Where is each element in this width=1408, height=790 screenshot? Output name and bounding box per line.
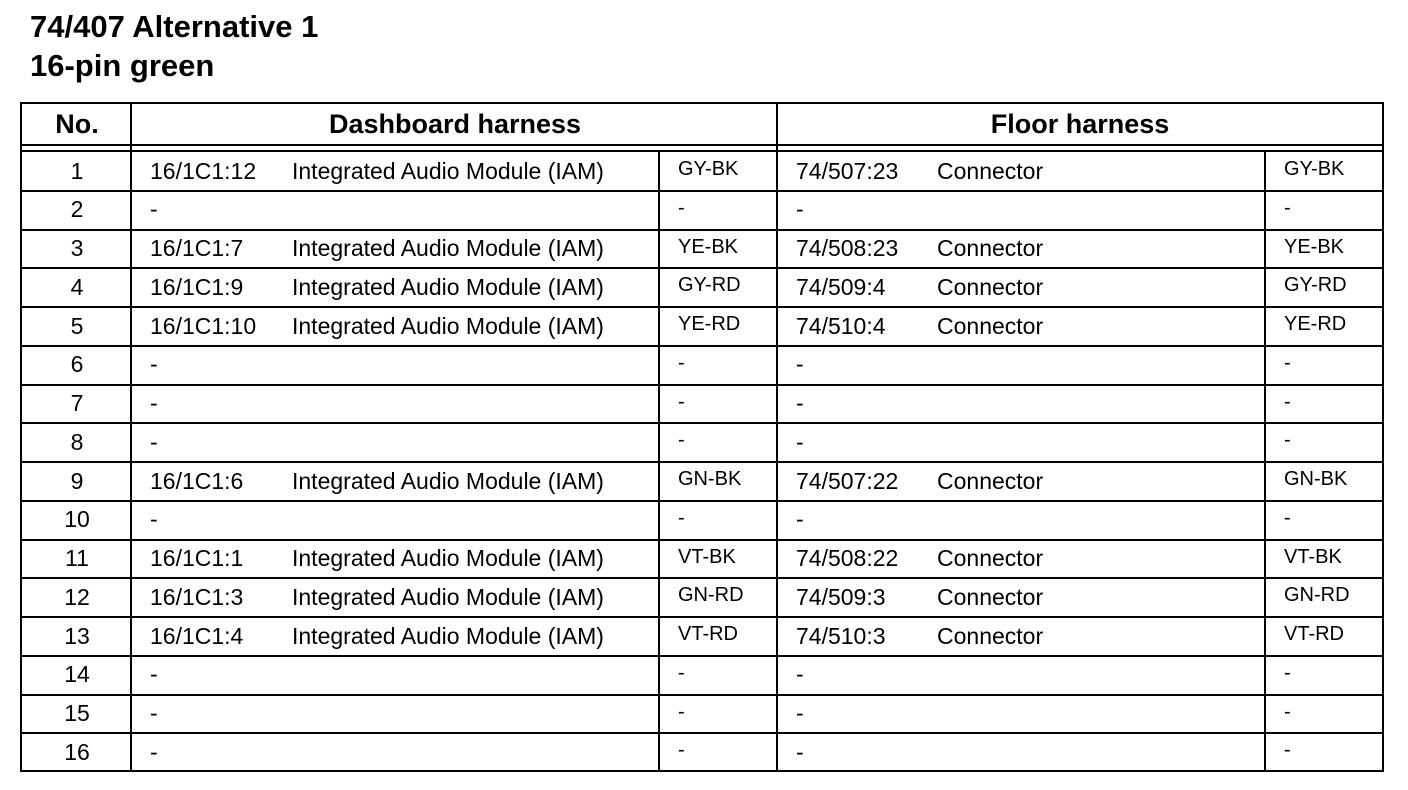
row-divider xyxy=(22,694,1382,696)
dashboard-wire-color: VT-BK xyxy=(678,545,736,568)
dashboard-connector: 16/1C1:9 xyxy=(150,273,244,300)
floor-wire-color: - xyxy=(1284,429,1291,452)
floor-connector: - xyxy=(796,351,804,378)
floor-connector: 74/507:23 xyxy=(796,157,899,184)
pin-number: 1 xyxy=(70,157,84,184)
table-row xyxy=(22,191,1382,229)
row-divider xyxy=(22,539,1382,541)
floor-wire-color: GN-BK xyxy=(1284,468,1348,490)
dashboard-wire-color: - xyxy=(678,429,685,452)
dashboard-connector: - xyxy=(150,351,158,378)
dashboard-wire-color: - xyxy=(678,390,685,413)
dashboard-description: Integrated Audio Module (IAM) xyxy=(292,273,604,300)
pin-number: 12 xyxy=(64,583,90,610)
pin-number: 2 xyxy=(70,196,84,223)
floor-connector: - xyxy=(796,700,804,726)
floor-connector: - xyxy=(796,506,804,533)
pin-number: 10 xyxy=(64,506,90,533)
floor-connector: - xyxy=(796,738,804,765)
floor-wire-color: - xyxy=(1284,661,1291,684)
table-row xyxy=(22,617,1382,655)
pin-number: 9 xyxy=(70,467,84,494)
dashboard-connector: 16/1C1:4 xyxy=(150,622,244,649)
table-row xyxy=(22,385,1382,423)
pin-number: 16 xyxy=(64,738,90,765)
floor-connector: 74/508:23 xyxy=(796,235,899,261)
dashboard-wire-color: VT-RD xyxy=(678,623,738,645)
document-subtitle: 16-pin green xyxy=(30,48,215,83)
dashboard-description: Integrated Audio Module (IAM) xyxy=(292,235,604,261)
floor-wire-color: - xyxy=(1284,196,1291,219)
dashboard-wire-color: - xyxy=(678,661,685,684)
floor-wire-color: - xyxy=(1284,739,1291,762)
table-row xyxy=(22,501,1382,539)
dashboard-wire-color: GN-BK xyxy=(678,468,742,490)
table-row xyxy=(22,230,1382,268)
row-divider xyxy=(22,577,1382,579)
table-row xyxy=(22,268,1382,306)
pin-number: 3 xyxy=(70,235,84,261)
dashboard-description: Integrated Audio Module (IAM) xyxy=(292,312,604,339)
row-divider xyxy=(22,500,1382,502)
row-divider xyxy=(22,732,1382,734)
dashboard-wire-color: - xyxy=(678,506,685,529)
floor-connector: - xyxy=(796,661,804,688)
dashboard-description: Integrated Audio Module (IAM) xyxy=(292,467,604,494)
dashboard-description: Integrated Audio Module (IAM) xyxy=(292,545,604,571)
floor-wire-color: VT-RD xyxy=(1284,623,1344,645)
dashboard-wire-color: GY-BK xyxy=(678,158,739,180)
pin-number: 8 xyxy=(70,428,84,455)
floor-connector: 74/510:4 xyxy=(796,312,886,339)
table-row xyxy=(22,346,1382,384)
dashboard-wire-color: YE-RD xyxy=(678,313,741,335)
table-row xyxy=(22,656,1382,694)
floor-description: Connector xyxy=(937,312,1044,339)
row-divider xyxy=(22,190,1382,192)
table-row xyxy=(22,307,1382,345)
dashboard-connector: 16/1C1:10 xyxy=(150,312,257,339)
floor-wire-color: - xyxy=(1284,390,1291,413)
floor-wire-color: YE-BK xyxy=(1284,235,1345,258)
floor-description: Connector xyxy=(937,622,1044,649)
pin-number: 14 xyxy=(64,661,90,688)
floor-description: Connector xyxy=(937,545,1044,571)
header-no: No. xyxy=(55,108,99,139)
row-divider xyxy=(22,384,1382,386)
dashboard-wire-color: YE-BK xyxy=(678,235,739,258)
dashboard-connector: - xyxy=(150,196,158,223)
row-divider xyxy=(22,461,1382,463)
dashboard-description: Integrated Audio Module (IAM) xyxy=(292,622,604,649)
table-row xyxy=(22,578,1382,616)
dashboard-connector: 16/1C1:3 xyxy=(150,583,244,610)
header-dashboard-harness: Dashboard harness xyxy=(328,108,582,139)
row-divider xyxy=(22,655,1382,657)
pin-number: 7 xyxy=(70,390,84,416)
floor-wire-color: - xyxy=(1284,351,1291,374)
table-row xyxy=(22,462,1382,500)
row-divider xyxy=(22,267,1382,269)
document-title: 74/407 Alternative 1 xyxy=(30,9,319,44)
dashboard-description: Integrated Audio Module (IAM) xyxy=(292,157,604,184)
row-divider xyxy=(22,306,1382,308)
table-row xyxy=(22,152,1382,190)
pin-number: 13 xyxy=(64,622,90,649)
row-divider xyxy=(22,345,1382,347)
pin-number: 5 xyxy=(70,312,84,339)
header-divider-top xyxy=(22,144,1382,146)
floor-connector: 74/509:3 xyxy=(796,583,886,610)
floor-wire-color: GY-BK xyxy=(1284,158,1345,180)
floor-connector: - xyxy=(796,428,804,455)
dashboard-connector: - xyxy=(150,428,158,455)
dashboard-connector: 16/1C1:7 xyxy=(150,235,244,261)
floor-wire-color: - xyxy=(1284,700,1291,723)
pin-number: 6 xyxy=(70,351,84,378)
floor-description: Connector xyxy=(937,273,1044,300)
table-row xyxy=(22,733,1382,771)
dashboard-wire-color: GN-RD xyxy=(678,584,744,607)
table-row xyxy=(22,540,1382,578)
dashboard-connector: 16/1C1:1 xyxy=(150,545,244,571)
dashboard-connector: 16/1C1:6 xyxy=(150,467,244,494)
row-divider xyxy=(22,422,1382,424)
dashboard-connector: - xyxy=(150,661,158,688)
table-row xyxy=(22,695,1382,733)
dashboard-wire-color: - xyxy=(678,196,685,219)
pin-number: 15 xyxy=(64,700,90,726)
dashboard-wire-color: - xyxy=(678,351,685,374)
table-row xyxy=(22,423,1382,461)
dashboard-connector: - xyxy=(150,390,158,416)
floor-connector: 74/508:22 xyxy=(796,545,899,571)
dashboard-wire-color: - xyxy=(678,739,685,762)
row-divider xyxy=(22,616,1382,618)
floor-description: Connector xyxy=(937,467,1044,494)
floor-description: Connector xyxy=(937,583,1044,610)
dashboard-connector: - xyxy=(150,738,158,765)
floor-connector: - xyxy=(796,390,804,416)
floor-connector: 74/510:3 xyxy=(796,622,886,649)
dashboard-connector: - xyxy=(150,506,158,533)
floor-wire-color: - xyxy=(1284,506,1291,529)
dashboard-wire-color: GY-RD xyxy=(678,274,741,297)
floor-connector: 74/507:22 xyxy=(796,467,899,494)
floor-description: Connector xyxy=(937,157,1044,184)
pin-number: 11 xyxy=(65,545,89,571)
floor-wire-color: VT-BK xyxy=(1284,545,1342,568)
dashboard-connector: - xyxy=(150,700,158,726)
floor-wire-color: YE-RD xyxy=(1284,313,1347,335)
pin-table xyxy=(20,102,1384,772)
floor-description: Connector xyxy=(937,235,1044,261)
row-divider xyxy=(22,229,1382,231)
floor-connector: - xyxy=(796,196,804,223)
pin-number: 4 xyxy=(70,273,84,300)
floor-wire-color: GY-RD xyxy=(1284,274,1347,297)
floor-wire-color: GN-RD xyxy=(1284,584,1350,607)
header-floor-harness: Floor harness xyxy=(990,108,1170,139)
floor-connector: 74/509:4 xyxy=(796,273,886,300)
dashboard-description: Integrated Audio Module (IAM) xyxy=(292,583,604,610)
dashboard-wire-color: - xyxy=(678,700,685,723)
dashboard-connector: 16/1C1:12 xyxy=(150,157,257,184)
